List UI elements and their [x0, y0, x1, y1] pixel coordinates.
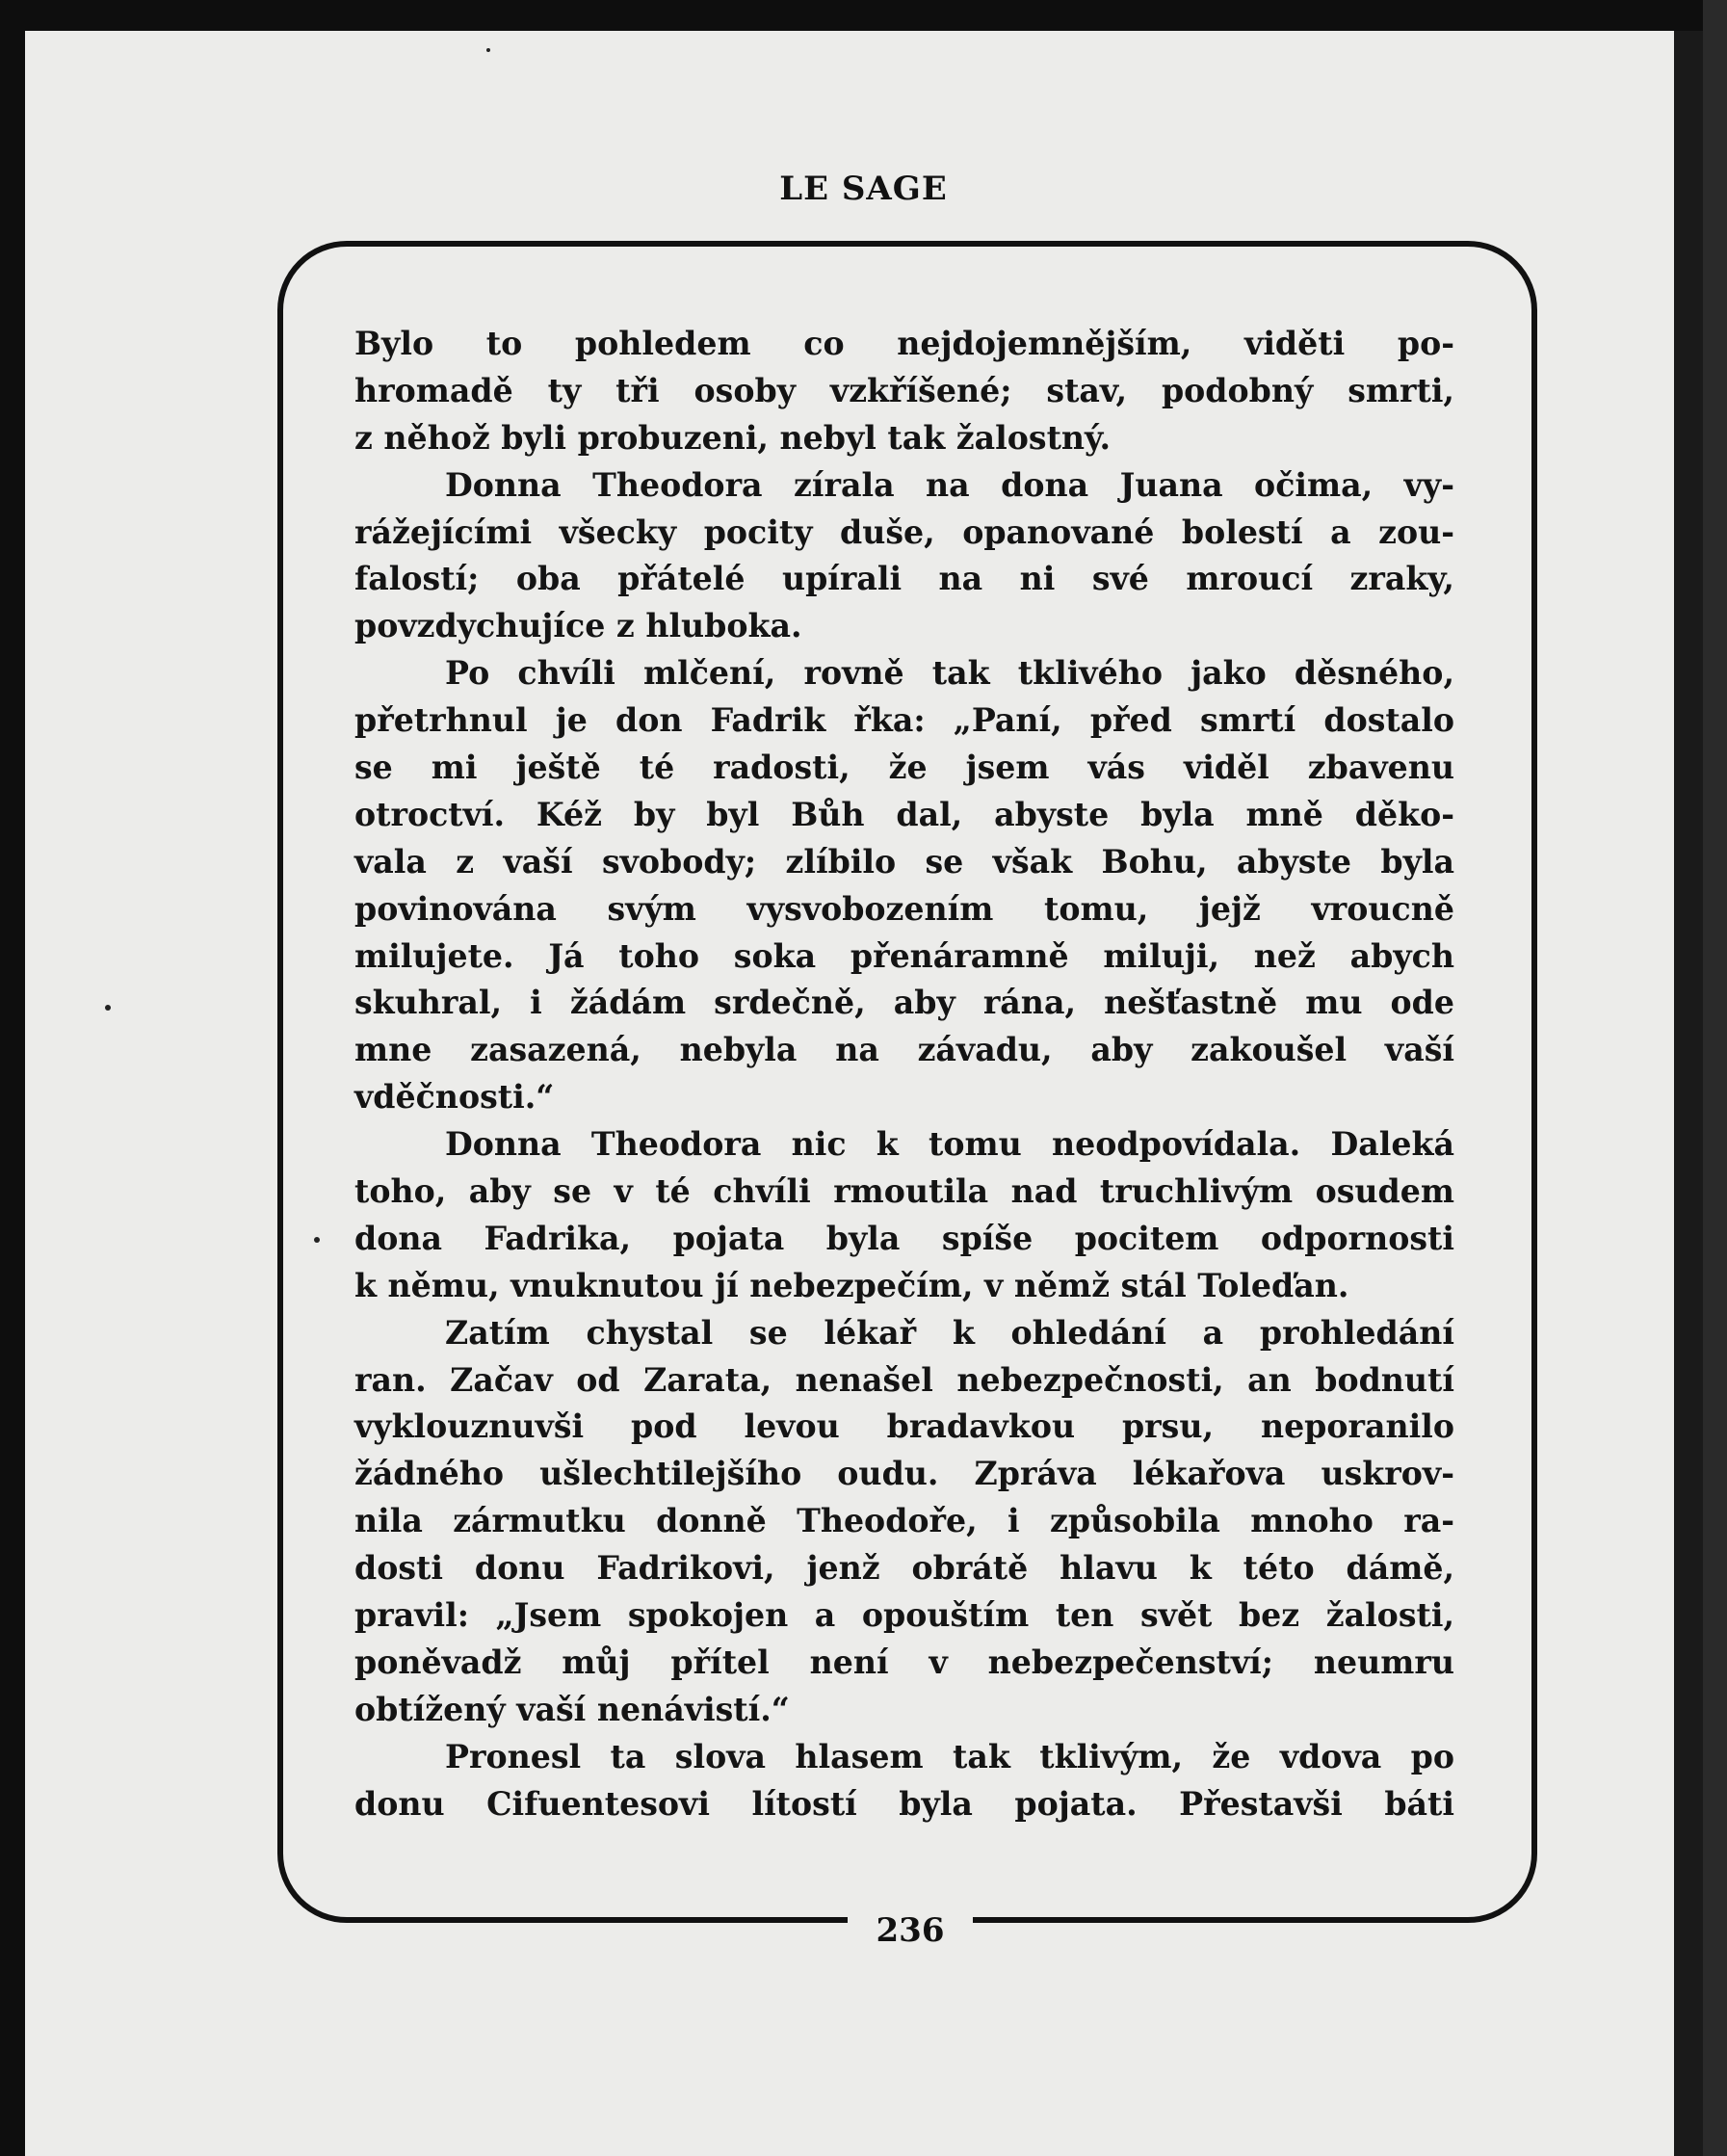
text-line: milujete. Já toho soka přenáramně miluji, než abych [354, 936, 1454, 975]
text-line: povinována svým vysvobozením tomu, jejž vroucně [354, 889, 1454, 928]
text-line: falostí; oba přátelé upírali na ni své mroucí zraky, [354, 560, 1454, 598]
text-line: vala z vaší svobody; zlíbilo se však Bohu, abyste byla [354, 842, 1454, 881]
text-line: Donna Theodora zírala na dona Juana očima, vy- [445, 465, 1454, 504]
text-line: vyklouznuvši pod levou bradavkou prsu, neporanilo [354, 1407, 1454, 1446]
text-line: hromadě ty tři osoby vzkříšené; stav, podobný smrti, [354, 371, 1454, 409]
text-line: ran. Začav od Zarata, nenašel nebezpečnosti, an bodnutí [354, 1360, 1454, 1399]
text-line: mne zasazená, nebyla na závadu, aby zakoušel vaší [354, 1031, 1454, 1069]
text-line: žádného ušlechtilejšího oudu. Zpráva lékařova uskrov- [354, 1455, 1454, 1493]
paper-speck [105, 1005, 111, 1011]
running-head: LE SAGE [779, 170, 948, 208]
text-line: nila zármutku donně Theodoře, i způsobila mnoho ra- [354, 1502, 1454, 1540]
page-edge-shadow [1674, 31, 1703, 2156]
text-line: skuhral, i žádám srdečně, aby rána, nešťastně mu ode [354, 984, 1454, 1022]
text-line: rážejícími všecky pocity duše, opanované bolestí a zou- [354, 513, 1454, 551]
text-line: se mi ještě té radosti, že jsem vás viděl zbavenu [354, 749, 1454, 787]
text-line: povzdychujíce z hluboka. [354, 607, 802, 645]
text-line: Zatím chystal se lékař k ohledání a prohledání [445, 1313, 1454, 1352]
text-line: dona Fadrika, pojata byla spíše pocitem odpornosti [354, 1219, 1454, 1257]
text-line: přetrhnul je don Fadrik řka: „Paní, před smrtí dostalo [354, 701, 1454, 740]
body-text [354, 321, 1454, 1828]
text-line: z něhož byli probuzeni, nebyl tak žalostný. [354, 418, 1112, 457]
text-line: Donna Theodora nic k tomu neodpovídala. Daleká [445, 1125, 1454, 1164]
text-line: pravil: „Jsem spokojen a opouštím ten svět bez žalosti, [354, 1596, 1454, 1635]
text-line: k němu, vnuknutou jí nebezpečím, v němž stál Toleďan. [354, 1266, 1349, 1304]
text-line: Bylo to pohledem co nejdojemnějším, viděti po- [354, 325, 1454, 362]
text-line: obtížený vaší nenávistí.“ [354, 1690, 790, 1728]
text-line: toho, aby se v té chvíli rmoutila nad truchlivým osudem [354, 1172, 1454, 1211]
text-line: vděčnosti.“ [354, 1078, 555, 1117]
text-line: Po chvíli mlčení, rovně tak tklivého jako děsného, [445, 654, 1454, 693]
scanner-background [1703, 0, 1727, 2156]
text-line: dosti donu Fadrikovi, jenž obrátě hlavu k této dámě, [354, 1549, 1454, 1588]
text-line: otroctví. Kéž by byl Bůh dal, abyste byla mně děko- [354, 795, 1454, 833]
text-line: poněvadž můj přítel není v nebezpečenství; neumru [354, 1643, 1454, 1681]
text-line: donu Cifuentesovi lítostí byla pojata. Přestavši báti [354, 1784, 1454, 1823]
page-number: 236 [876, 1911, 945, 1950]
paper-speck [486, 48, 490, 52]
paper-speck [314, 1237, 320, 1243]
text-line: Pronesl ta slova hlasem tak tklivým, že vdova po [445, 1737, 1454, 1775]
